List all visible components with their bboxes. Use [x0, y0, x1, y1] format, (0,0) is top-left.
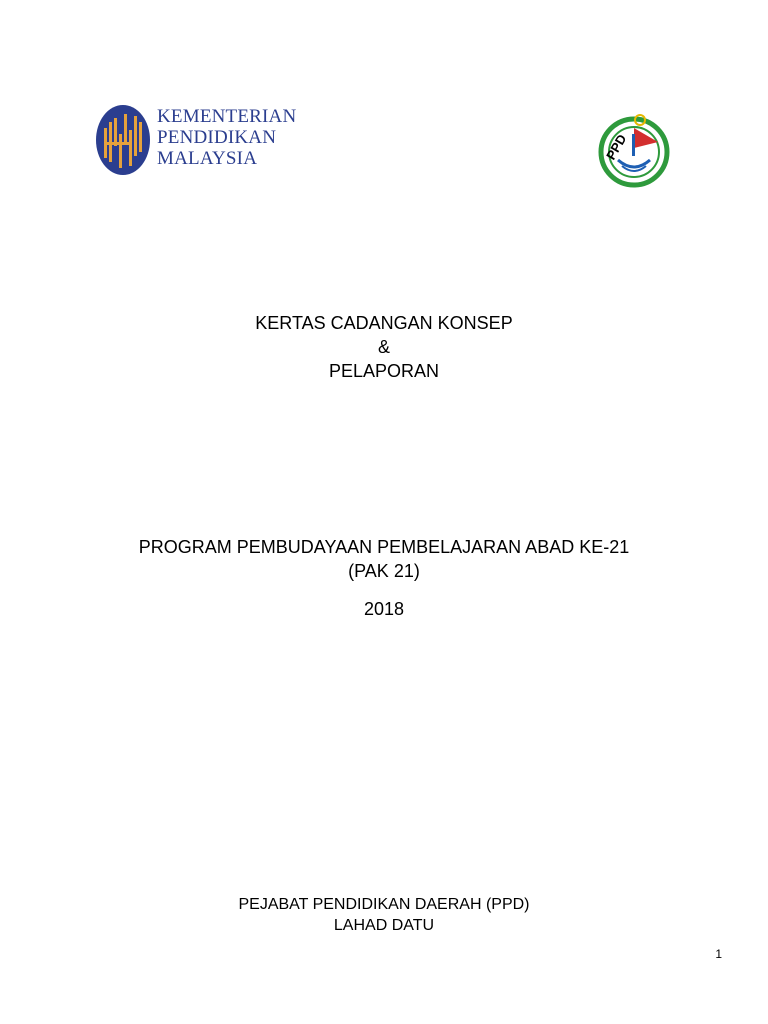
- kpm-logo: [95, 104, 295, 178]
- kpm-line-1: KEMENTERIAN: [157, 106, 297, 127]
- org-line-1: PEJABAT PENDIDIKAN DAERAH (PPD): [238, 896, 530, 913]
- program-abbr: (PAK 21): [348, 561, 420, 581]
- ppd-lahad-datu-logo: [596, 112, 672, 188]
- org-line-2: LAHAD DATU: [333, 917, 435, 934]
- program-name: PROGRAM PEMBUDAYAAN PEMBELAJARAN ABAD KE-21: [138, 537, 630, 557]
- kpm-line-3: MALAYSIA: [157, 148, 258, 169]
- kpm-emblem-icon: [95, 104, 155, 176]
- kpm-wordmark: [157, 106, 297, 169]
- ppd-logo-text: PPD: [603, 131, 630, 163]
- title-line-1: KERTAS CADANGAN KONSEP: [255, 313, 513, 333]
- program-year: 2018: [363, 599, 405, 619]
- organization-block: [0, 894, 768, 936]
- title-block: [0, 311, 768, 383]
- page-number: 1: [715, 947, 722, 961]
- kpm-line-2: PENDIDIKAN: [157, 127, 277, 148]
- title-line-2: &: [377, 337, 390, 357]
- program-block: [0, 535, 768, 621]
- title-line-3: PELAPORAN: [328, 361, 440, 381]
